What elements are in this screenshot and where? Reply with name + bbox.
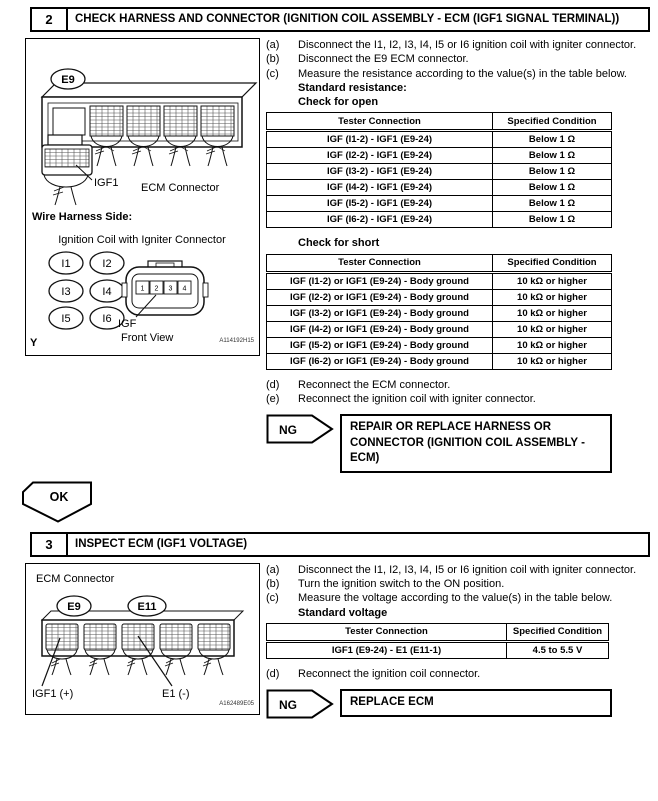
check-for-open-label: Check for open [298,96,379,109]
step2-figure-column [25,38,260,356]
table-cell: IGF (I6-2) - IGF1 (E9-24) [267,212,493,228]
instruction-text: Reconnect the ECM connector. [298,378,451,391]
instruction-text: Disconnect the E9 ECM connector. [298,53,469,66]
table-cell: Below 1 Ω [493,196,612,212]
standard-resistance-label: Standard resistance: [298,81,407,94]
table-cell: 10 kΩ or higher [493,272,612,289]
table-header-row [267,254,612,272]
table-cell: Below 1 Ω [493,164,612,180]
table-cell: 4.5 to 5.5 V [507,641,609,658]
ok-flow [20,481,658,528]
igf1-label: IGF1 [94,176,119,189]
ecm-voltage-diagram [26,564,259,709]
coil-i2-label: I2 [102,257,112,270]
table-row [267,321,612,337]
ng-arrow [266,689,334,719]
table-cell: Below 1 Ω [493,148,612,164]
instruction-text: Reconnect the ignition coil connector. [298,667,481,680]
table-row [267,212,612,228]
ng-arrow [266,414,334,444]
step2-instructions [266,38,648,81]
table-cell: IGF (I4-2) or IGF1 (E9-24) - Body ground [267,321,493,337]
table-cell: IGF (I6-2) or IGF1 (E9-24) - Body ground [267,353,493,369]
open-check-table [266,112,612,228]
table-cell: 10 kΩ or higher [493,289,612,305]
instruction-row [266,392,648,406]
figure-code: A114192H15 [219,337,254,344]
instruction-label: (c) [266,592,279,605]
e11-label: E11 [137,600,157,613]
instruction-label: (b) [266,578,280,591]
table-row [267,196,612,212]
instruction-row [266,67,648,81]
table-cell: IGF1 (E9-24) - E1 (E11-1) [267,641,507,658]
ecm-connector-diagram [26,39,259,350]
igf1-plus-label: IGF1 (+) [32,687,74,700]
step3-text-column [260,563,658,719]
step3-ng-action: REPLACE ECM [340,689,612,717]
step3-body [25,563,658,719]
table-cell: IGF (I3-2) or IGF1 (E9-24) - Body ground [267,305,493,321]
table-cell: Below 1 Ω [493,131,612,148]
table-cell: IGF (I5-2) or IGF1 (E9-24) - Body ground [267,337,493,353]
table-row [267,353,612,369]
instruction-label: (a) [266,563,280,576]
table-row [267,164,612,180]
instruction-label: (c) [266,67,279,80]
instruction-label: (a) [266,38,280,51]
table-row [267,337,612,353]
table-cell: IGF (I2-2) - IGF1 (E9-24) [267,148,493,164]
instruction-row [266,563,648,577]
step3-title: INSPECT ECM (IGF1 VOLTAGE) [75,537,248,550]
table-row [267,131,612,148]
pin-4-label: 4 [182,285,187,293]
step2-header [30,7,650,32]
column-header: Specified Condition [507,623,609,641]
table-cell: IGF (I1-2) or IGF1 (E9-24) - Body ground [267,272,493,289]
step2-ng-action: REPAIR OR REPLACE HARNESS OR CONNECTOR (IGNITION COIL ASSEMBLY - ECM) [340,414,612,473]
e9-label: E9 [61,73,75,86]
ng-label: NG [279,698,297,713]
corner-mark: Y [30,336,38,349]
column-header: Tester Connection [267,113,493,131]
pin-3-label: 3 [168,285,173,293]
table-cell: 10 kΩ or higher [493,337,612,353]
step2-figure [25,38,260,356]
table-cell: IGF (I4-2) - IGF1 (E9-24) [267,180,493,196]
step2-number: 2 [32,9,68,30]
table-cell: Below 1 Ω [493,212,612,228]
table-row [267,641,609,658]
ok-label: OK [49,489,69,504]
ecm-connector-label: ECM Connector [36,572,115,585]
column-header: Tester Connection [267,623,507,641]
table-cell: 10 kΩ or higher [493,305,612,321]
table-cell: 10 kΩ or higher [493,321,612,337]
igniter-connector-label: Ignition Coil with Igniter Connector [58,233,226,246]
step2-post-instructions [266,378,648,407]
table-row [267,305,612,321]
instruction-text: Disconnect the I1, I2, I3, I4, I5 or I6 ignition coil with igniter connector. [298,38,637,51]
ok-arrow [20,481,94,523]
step3-header [30,532,650,557]
e9-label: E9 [67,600,81,613]
instruction-text: Measure the resistance according to the value(s) in the table below. [298,67,627,80]
table-row [267,180,612,196]
table-cell: IGF (I3-2) - IGF1 (E9-24) [267,164,493,180]
step3-ng-result [266,689,648,719]
step2-ng-result [266,414,648,473]
instruction-row [266,591,648,605]
table-header-row [267,113,612,131]
pin-2-label: 2 [154,285,159,293]
table-row [267,148,612,164]
instruction-label: (e) [266,393,280,406]
instruction-row [266,667,648,681]
front-view-label: Front View [121,331,174,344]
step3-number: 3 [32,534,68,555]
instruction-text: Disconnect the I1, I2, I3, I4, I5 or I6 ignition coil with igniter connector. [298,563,637,576]
short-check-table [266,254,612,370]
ecm-connector-label: ECM Connector [141,181,220,194]
step3-figure [25,563,260,715]
table-cell: IGF (I5-2) - IGF1 (E9-24) [267,196,493,212]
figure-code: A162489E05 [219,700,254,707]
coil-i4-label: I4 [102,285,112,298]
step3-figure-column [25,563,260,715]
ng-label: NG [279,423,297,438]
step3-post-instructions [266,667,648,681]
instruction-label: (d) [266,667,280,680]
instruction-text: Reconnect the ignition coil with igniter connector. [298,393,536,406]
step2-body [25,38,658,473]
table-cell: IGF (I2-2) or IGF1 (E9-24) - Body ground [267,289,493,305]
instruction-text: Turn the ignition switch to the ON position. [298,578,505,591]
coil-i5-label: I5 [61,312,71,325]
instruction-text: Measure the voltage according to the value(s) in the table below. [298,592,613,605]
table-row [267,272,612,289]
igniter-connector-front-view [122,261,208,315]
coil-i1-label: I1 [61,257,71,270]
e1-minus-label: E1 (-) [162,687,190,700]
step3-instructions [266,563,648,606]
table-cell: IGF (I1-2) - IGF1 (E9-24) [267,131,493,148]
instruction-row [266,38,648,52]
instruction-row [266,577,648,591]
step2-title: CHECK HARNESS AND CONNECTOR (IGNITION COIL ASSEMBLY - ECM (IGF1 SIGNAL TERMINAL)) [75,13,620,25]
table-header-row [267,623,609,641]
wire-harness-side-label: Wire Harness Side: [32,210,133,223]
instruction-row [266,378,648,392]
standard-voltage-label: Standard voltage [298,606,388,619]
check-for-short-label: Check for short [298,237,380,250]
column-header: Specified Condition [493,254,612,272]
coil-i3-label: I3 [61,285,71,298]
instruction-row [266,52,648,66]
coil-i6-label: I6 [102,312,112,325]
column-header: Specified Condition [493,113,612,131]
table-row [267,289,612,305]
voltage-table [266,623,609,659]
pin-1-label: 1 [140,285,145,293]
step2-text-column [260,38,658,473]
instruction-label: (d) [266,378,280,391]
igf-label: IGF [118,317,137,330]
instruction-label: (b) [266,53,280,66]
column-header: Tester Connection [267,254,493,272]
table-cell: 10 kΩ or higher [493,353,612,369]
table-cell: Below 1 Ω [493,180,612,196]
